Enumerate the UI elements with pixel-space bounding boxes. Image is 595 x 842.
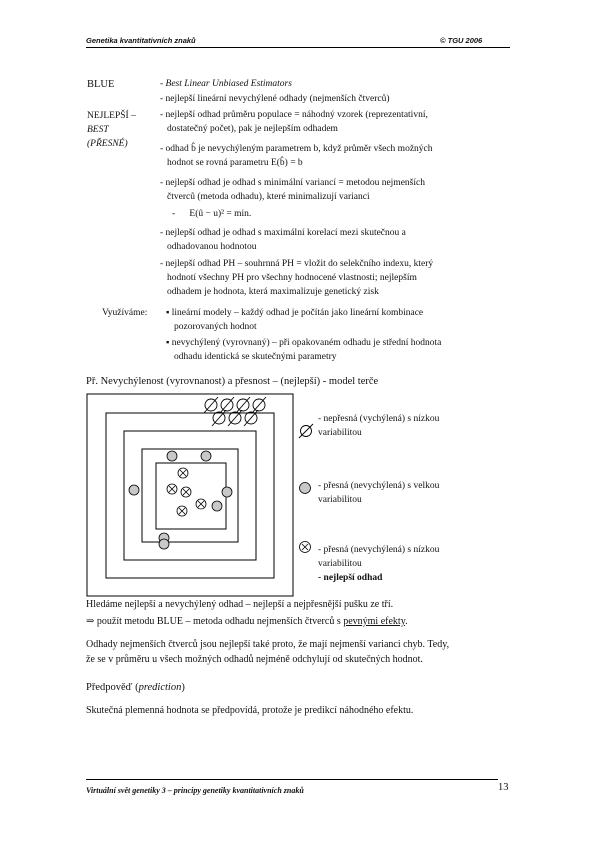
header-left: Genetika kvantitativních znaků — [86, 36, 196, 45]
legend-icon-slashed — [298, 423, 314, 439]
definition-item — [160, 142, 510, 170]
footer-rule — [86, 779, 498, 780]
use-item — [166, 306, 511, 334]
definition-item — [160, 226, 510, 254]
grey-dot-icon — [222, 487, 232, 497]
para-blue — [86, 614, 408, 629]
grey-dot-icon — [212, 501, 222, 511]
item-line: - odhad b̂ je nevychýleným parametrem b, když průměr všech možných — [160, 144, 433, 154]
legend-icon-crossed — [298, 540, 312, 554]
grey-dot-icon — [129, 485, 139, 495]
definition-item — [160, 257, 510, 299]
blue-label: BLUE — [87, 79, 115, 90]
use-items — [166, 306, 511, 364]
slashed-circles — [204, 397, 266, 426]
slashed-circle-icon — [220, 397, 234, 413]
slashed-circle-icon — [228, 410, 242, 426]
legend-item-3 — [318, 543, 439, 585]
legend-line: variabilitou — [318, 428, 362, 438]
page-number: 13 — [498, 782, 509, 793]
para-blue-end: . — [405, 616, 408, 627]
item-line: čtverců (metoda odhadu), které minimalizují varianci — [167, 192, 370, 202]
section-title: Př. Nevychýlenost (vyrovnanost) a přesnost – (nejlepší) - model terče — [86, 376, 379, 387]
item-line: ▪ lineární modely – každý odhad je počítán jako lineární kombinace — [166, 308, 424, 318]
item-line: hodnot se rovná parametru E(b̂) = b — [167, 158, 303, 168]
target-diagram — [86, 393, 296, 599]
slashed-circle-icon — [252, 397, 266, 413]
para-blue-text: ⇒ použít metodu BLUE – metoda odhadu nejmenších čtverců s — [86, 616, 344, 627]
crossed-circle-icon — [177, 506, 187, 516]
footer-title: Virtuální svět genetiky 3 – principy genetiky kvantitativních znaků — [86, 786, 304, 795]
prediction-title-en: prediction — [138, 682, 182, 693]
best-label-2: BEST — [87, 125, 109, 135]
para-line: Odhady nejmenších čtverců jsou nejlepší také proto, že mají nejmenší varianci chyb. Tedy, — [86, 639, 450, 650]
prediction-text: Skutečná plemenná hodnota se předpovídá, protože je predikcí náhodného efektu. — [86, 705, 414, 716]
use-label: Využíváme: — [102, 308, 148, 318]
crossed-circle-icon — [178, 468, 188, 478]
crossed-circle-icon — [181, 487, 191, 497]
definition-item — [160, 176, 510, 204]
item-line: - nejlepší odhad PH – souhrnná PH = vložit do selekčního indexu, který — [160, 259, 434, 269]
grey-dot-icon — [167, 451, 177, 461]
definition-item — [160, 108, 510, 136]
formula: - E(û − u)² = min. — [172, 209, 252, 219]
item-line: hodnotí všechny PH pro všechny hodnocené vlastnosti; nejlepším — [167, 273, 417, 283]
legend-line: - přesná (nevychýlená) s nízkou — [318, 545, 440, 555]
crossed-circle-icon — [167, 484, 177, 494]
grey-dot-icon — [201, 451, 211, 461]
para-least-squares — [86, 637, 449, 667]
item-line: ▪ nevychýlený (vyrovnaný) – při opakovaném odhadu je střední hodnota — [166, 338, 442, 348]
item-line: - nejlepší odhad je odhad s minimální variancí = metodou nejmenších — [160, 178, 425, 188]
legend-line: variabilitou — [318, 495, 362, 505]
item-line: odhadovanou hodnotou — [167, 242, 257, 252]
slashed-circle-icon — [236, 397, 250, 413]
crossed-circles — [167, 468, 206, 516]
header-right: © TGU 2006 — [440, 36, 483, 45]
definition-items — [160, 108, 510, 299]
legend-icon-grey-dot — [298, 481, 312, 495]
prediction-title — [86, 680, 185, 695]
grey-dot-icon — [159, 539, 169, 549]
legend-item-2 — [318, 479, 439, 507]
slashed-circle-icon — [212, 410, 226, 426]
item-line: dostatečný počet), pak je nejlepším odhadem — [167, 124, 338, 134]
item-line: - nejlepší odhad je odhad s maximální korelací mezi skutečnou a — [160, 228, 406, 238]
legend-best: - nejlepší odhad — [318, 573, 383, 583]
para-line: že se v průměru u všech možných odhadů nejméně odchylují od skutečných hodnot. — [86, 654, 423, 665]
item-line: odhadu identická se skutečnými parametry — [174, 352, 337, 362]
legend-line: variabilitou — [318, 559, 362, 569]
best-label-3: (PŘESNÉ) — [87, 139, 128, 149]
item-line: - nejlepší odhad průměru populace = náhodný vzorek (reprezentativní, — [160, 110, 428, 120]
legend-item-1 — [318, 412, 439, 440]
target-ring-5 — [156, 463, 226, 529]
prediction-title-text: Předpověď ( — [86, 682, 139, 693]
slashed-circle-icon — [244, 410, 258, 426]
slashed-circle-icon — [204, 397, 218, 413]
header-rule — [86, 47, 510, 48]
item-line: odhadem je hodnota, která maximalizuje genetický zisk — [167, 287, 379, 297]
item-line: pozorovaných hodnot — [174, 322, 257, 332]
best-label-1: NEJLEPŠÍ – — [87, 111, 136, 121]
fixed-effects-term: pevnými efekty — [343, 616, 406, 627]
crossed-circle-icon — [196, 499, 206, 509]
blue-sub: - nejlepší lineární nevychýlené odhady (nejmenších čtverců) — [160, 94, 390, 104]
para-search: Hledáme nejlepší a nevychýlený odhad – nejlepší a nejpřesnější pušku ze tří. — [86, 599, 394, 610]
prediction-title-end: ) — [181, 682, 185, 693]
blue-expansion: - Best Linear Unbiased Estimators — [160, 79, 292, 89]
use-item — [166, 336, 511, 364]
legend-line: - nepřesná (vychýlená) s nízkou — [318, 414, 440, 424]
legend-line: - přesná (nevychýlená) s velkou — [318, 481, 440, 491]
